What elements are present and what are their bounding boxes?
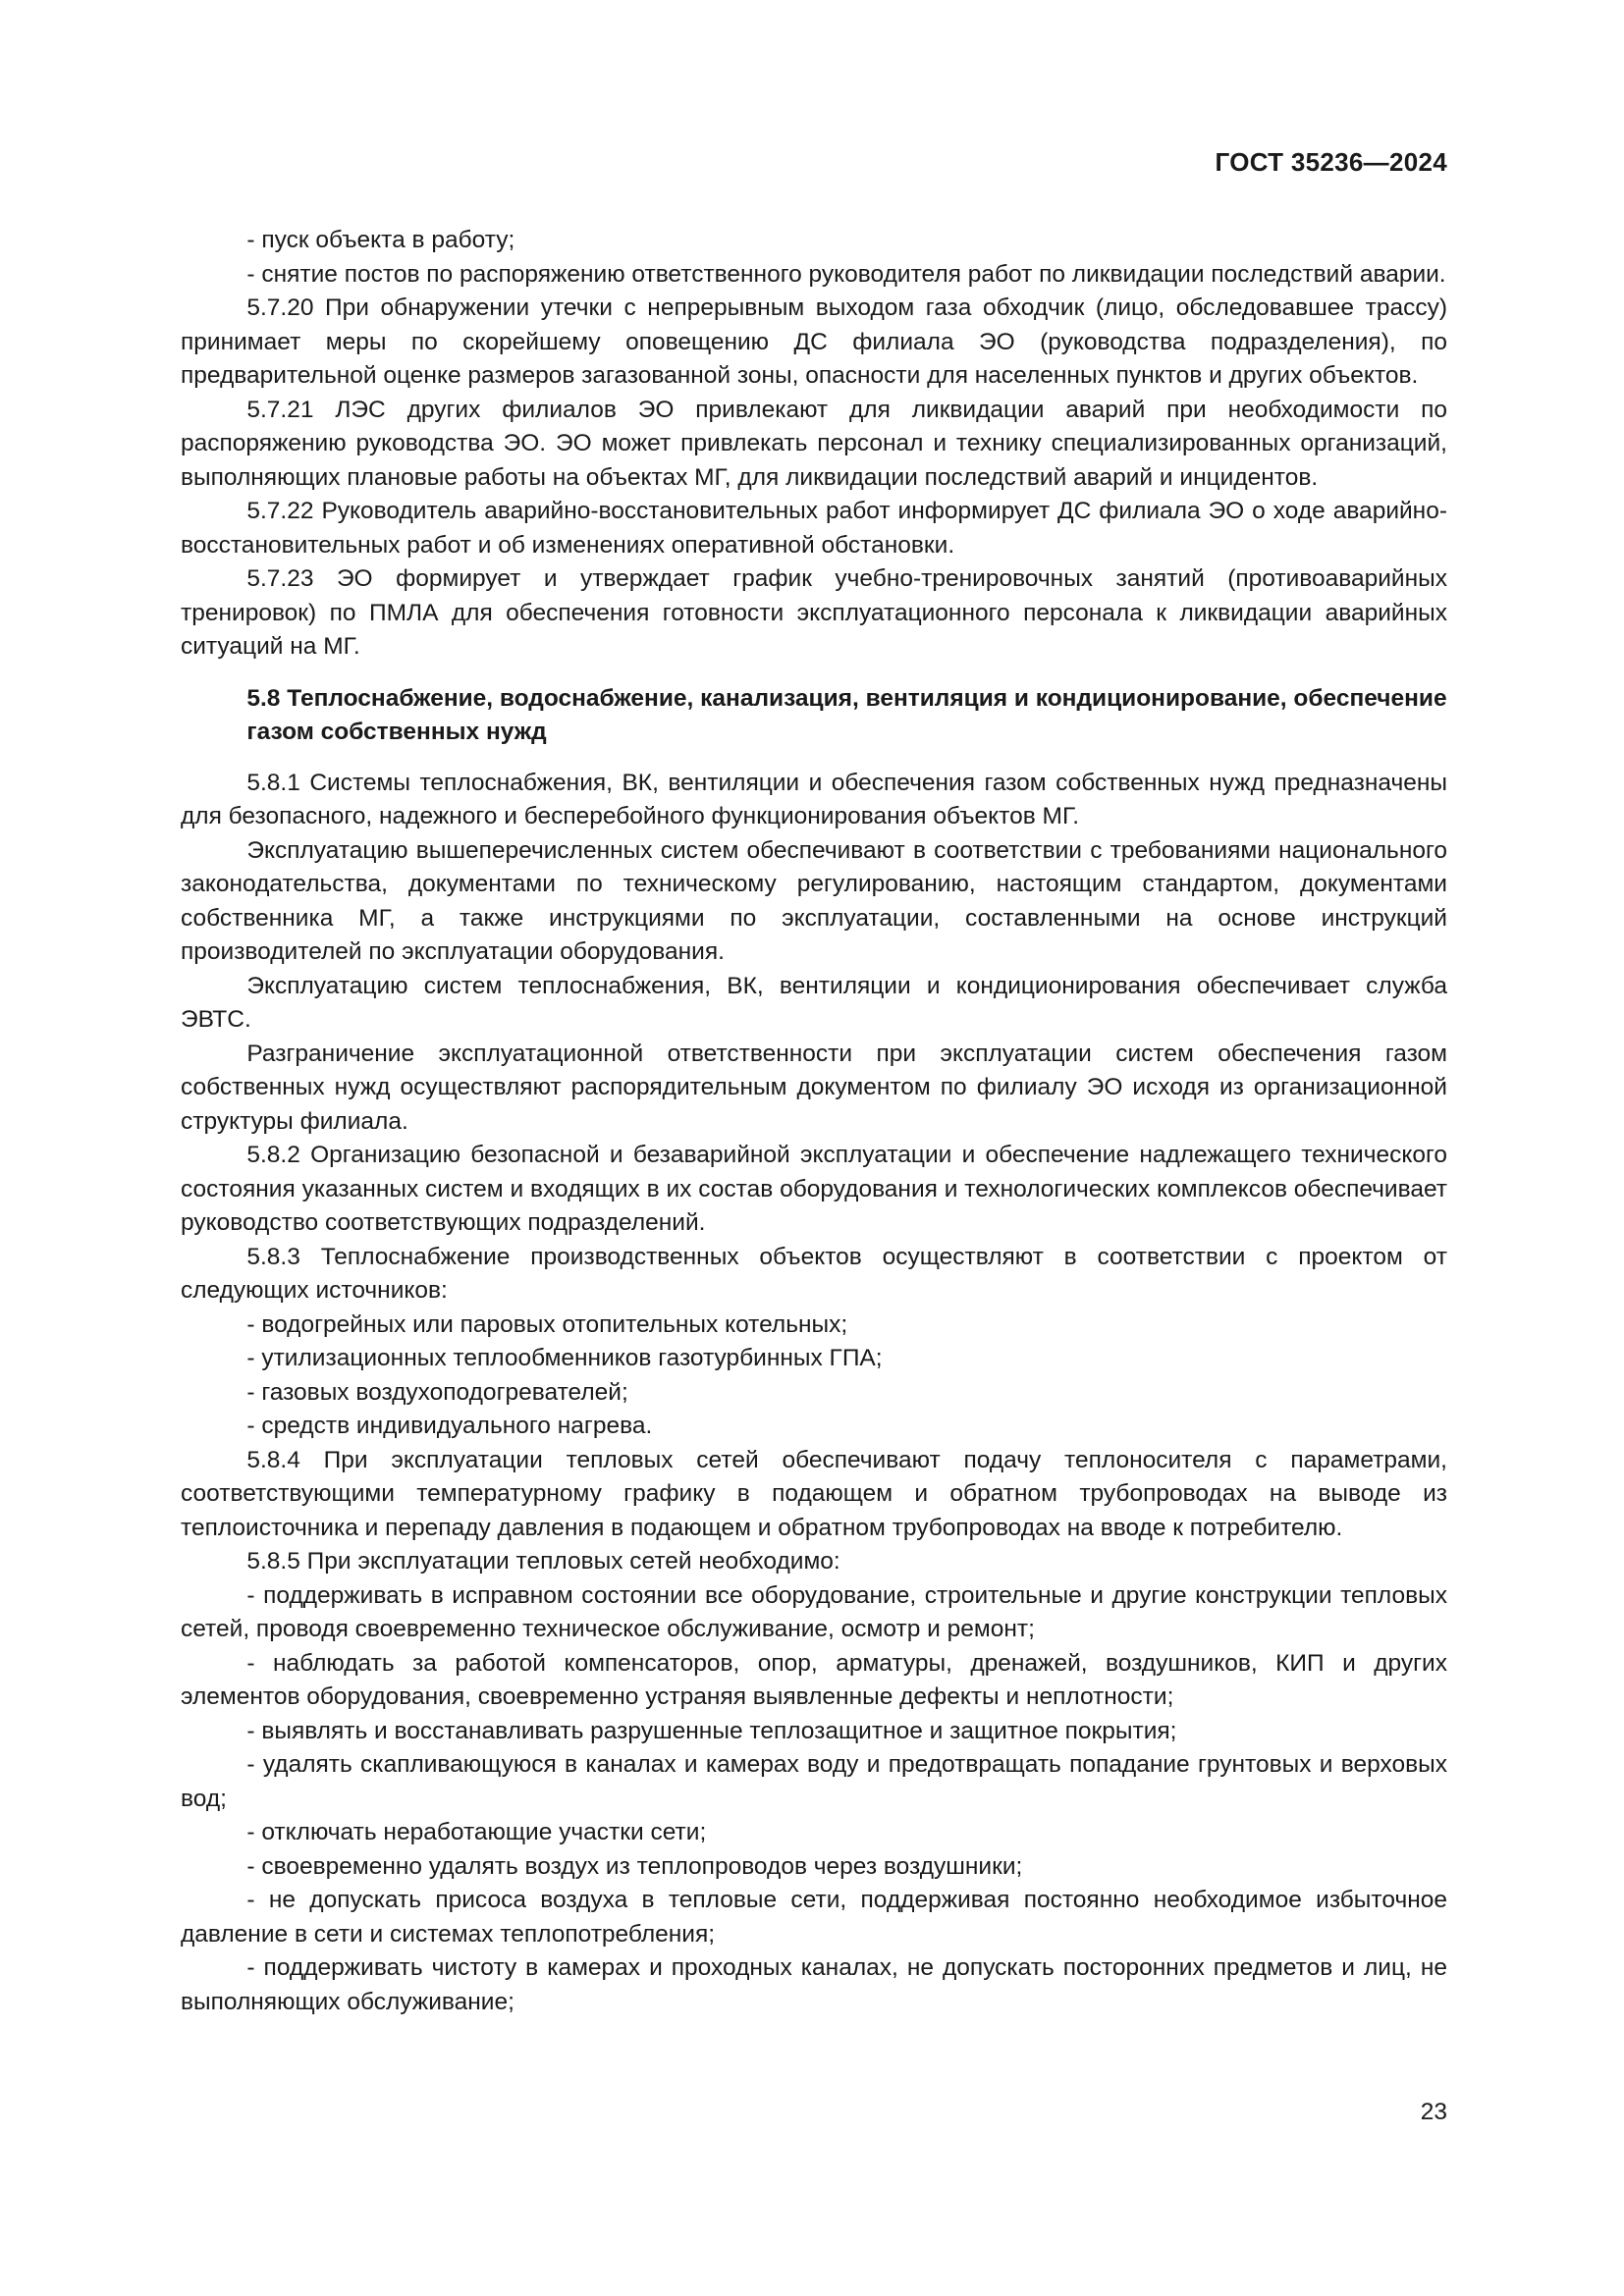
paragraph: Эксплуатацию систем теплоснабжения, ВК, вентиляции и кондиционирования обеспечивает служба ЭВТС. [181, 972, 1447, 1033]
paragraph: 5.8.4 При эксплуатации тепловых сетей обеспечивают подачу теплоносителя с параметрами, соответствующими температурному графику в подающем и обратном трубопроводах на выводе из теплоисточника и перепаду давления в подающем и обратном трубопроводах на вводе к потребителю. [181, 1446, 1447, 1541]
list-item: - средств индивидуального нагрева. [246, 1413, 653, 1439]
paragraph: Эксплуатацию вышеперечисленных систем обеспечивают в соответствии с требованиями национального законодательства, документами по техническому регулированию, настоящим стандартом, документами собственника МГ, а также инструкциями по эксплуатации, составленными на основе инструкций производителей по эксплуатации оборудования. [181, 836, 1447, 965]
paragraph: Разграничение эксплуатационной ответственности при эксплуатации систем обеспечения газом собственных нужд осуществляют распорядительным документом по филиалу ЭО исходя из организационной структуры филиала. [181, 1040, 1447, 1135]
paragraph: - снятие постов по распоряжению ответственного руководителя работ по ликвидации последствий аварии. [246, 260, 1446, 288]
list-item: - наблюдать за работой компенсаторов, опор, арматуры, дренажей, воздушников, КИП и других элементов оборудования, своевременно устраняя выявленные дефекты и неплотности; [181, 1649, 1447, 1710]
paragraph: 5.7.23 ЭО формирует и утверждает график учебно-тренировочных занятий (противоаварийных тренировок) по ПМЛА для обеспечения готовности эксплуатационного персонала к ликвидации аварийных ситуаций на МГ. [181, 565, 1447, 660]
list-item: - водогрейных или паровых отопительных котельных; [246, 1310, 848, 1338]
paragraph: 5.8.5 При эксплуатации тепловых сетей необходимо: [246, 1548, 840, 1575]
paragraph: 5.8.3 Теплоснабжение производственных объектов осуществляют в соответствии с проектом от следующих источников: [181, 1243, 1447, 1304]
list-item: - не допускать присоса воздуха в тепловые сети, поддерживая постоянно необходимое избыточное давление в сети и системах теплопотребления; [181, 1887, 1447, 1948]
paragraph: 5.7.20 При обнаружении утечки с непрерывным выходом газа обходчик (лицо, обследовавшее трассу) принимает меры по скорейшему оповещению ДС филиала ЭО (руководства подразделения), по предварительной оценке размеров загазованной зоны, опасности для населенных пунктов и других объектов. [181, 294, 1447, 389]
section-heading: 5.8 Теплоснабжение, водоснабжение, канализация, вентиляция и кондиционирование, обеспечение газом собственных нужд [246, 684, 1447, 745]
paragraph: 5.8.2 Организацию безопасной и безаварийной эксплуатации и обеспечение надлежащего технического состояния указанных систем и входящих в их состав оборудования и технологических комплексов обеспечивает руководство соответствующих подразделений. [181, 1142, 1447, 1236]
paragraph: 5.7.22 Руководитель аварийно-восстановительных работ информирует ДС филиала ЭО о ходе аварийно-восстановительных работ и об изменениях оперативной обстановки. [181, 498, 1447, 559]
page-number: 23 [1420, 2099, 1447, 2125]
paragraph: 5.7.21 ЛЭС других филиалов ЭО привлекают для ликвидации аварий при необходимости по распоряжению руководства ЭО. ЭО может привлекать персонал и технику специализированных организаций, выполняющих плановые работы на объектах МГ, для ликвидации последствий аварий и инцидентов. [181, 396, 1447, 491]
list-item: - поддерживать в исправном состоянии все оборудование, строительные и другие конструкции тепловых сетей, проводя своевременно техническое обслуживание, осмотр и ремонт; [181, 1581, 1447, 1642]
page-body [181, 224, 1447, 2019]
list-item: - отключать неработающие участки сети; [246, 1819, 707, 1845]
paragraph: 5.8.1 Системы теплоснабжения, ВК, вентиляции и обеспечения газом собственных нужд предназначены для безопасного, надежного и бесперебойного функционирования объектов МГ. [181, 769, 1447, 829]
list-item: - выявлять и восстанавливать разрушенные теплозащитное и защитное покрытия; [246, 1717, 1177, 1744]
paragraph: - пуск объекта в работу; [246, 227, 515, 253]
list-item: - газовых воздухоподогревателей; [246, 1378, 628, 1406]
list-item: - удалять скапливающуюся в каналах и камерах воду и предотвращать попадание грунтовых и верховых вод; [181, 1751, 1447, 1812]
list-item: - поддерживать чистоту в камерах и проходных каналах, не допускать посторонних предметов и лиц, не выполняющих обслуживание; [181, 1954, 1447, 2015]
standard-header: ГОСТ 35236—2024 [1215, 147, 1447, 177]
list-item: - утилизационных теплообменников газотурбинных ГПА; [246, 1345, 883, 1371]
list-item: - своевременно удалять воздух из теплопроводов через воздушники; [246, 1852, 1023, 1880]
